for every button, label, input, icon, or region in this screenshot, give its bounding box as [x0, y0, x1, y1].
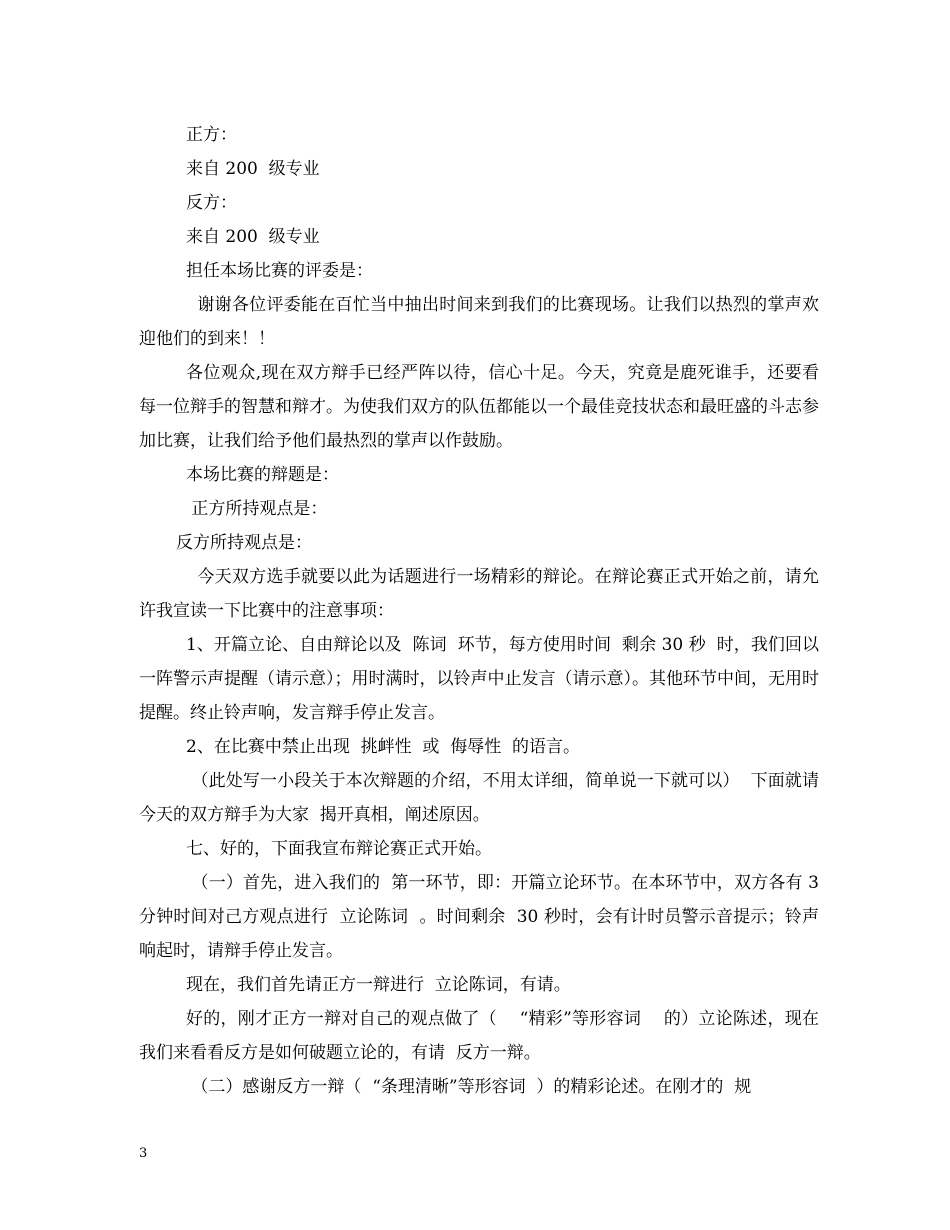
paragraph-negative-first: 好的，刚才正方一辩对自己的观点做了（ “精彩”等形容词 的）立论陈述，现在我们来看看反方是如何破题立论的，有请 反方一辩。: [139, 1009, 819, 1063]
paragraph-section-2: （二）感谢反方一辩（ “条理清晰”等形容词 ）的精彩论述。在刚才的 规: [186, 1077, 752, 1097]
paragraph-affirmative-origin: 来自 200 级专业: [186, 159, 320, 179]
paragraph-negative-label: 反方：: [186, 193, 237, 213]
paragraph-topic-intro: （此处写一小段关于本次辩题的介绍，不用太详细，简单说一下就可以） 下面就请今天的双方辩手为大家 揭开真相，阐述原因。: [139, 771, 819, 825]
paragraph-affirmative-first: 现在，我们首先请正方一辩进行 立论陈词，有请。: [186, 975, 571, 995]
paragraph-section-1: （一）首先，进入我们的 第一环节，即：开篇立论环节。在本环节中，双方各有 3 分钟时间对己方观点进行 立论陈词 。时间剩余 30 秒时，会有计时员警示音提示；铃声响起时，请辩手停止发言。: [139, 873, 825, 961]
paragraph-affirmative-label: 正方：: [186, 125, 237, 145]
paragraph-topic: 本场比赛的辩题是：: [186, 465, 339, 485]
paragraph-rules-intro: 今天双方选手就要以此为话题进行一场精彩的辩论。在辩论赛正式开始之前，请允许我宣读一下比赛中的注意事项：: [139, 567, 819, 621]
paragraph-rule-1: 1、开篇立论、自由辩论以及 陈词 环节，每方使用时间 剩余 30 秒 时，我们回以一阵警示声提醒（请示意）；用时满时，以铃声中止发言（请示意）。其他环节中间，无用时提醒。终止铃声响，发言辩手停止发言。: [139, 635, 819, 723]
paragraph-judges: 担任本场比赛的评委是：: [186, 261, 373, 281]
paragraph-negative-view: 反方所持观点是：: [176, 533, 312, 553]
paragraph-start: 七、好的，下面我宣布辩论赛正式开始。: [186, 839, 492, 859]
paragraph-audience: 各位观众,现在双方辩手已经严阵以待，信心十足。今天，究竟是鹿死谁手，还要看每一位辩手的智慧和辩才。为使我们双方的队伍都能以一个最佳竞技状态和最旺盛的斗志参加比赛，让我们给予他们最热烈的掌声以作鼓励。: [139, 363, 819, 451]
paragraph-negative-origin: 来自 200 级专业: [186, 227, 320, 247]
paragraph-thanks-judges: 谢谢各位评委能在百忙当中抽出时间来到我们的比赛现场。让我们以热烈的掌声欢迎他们的到来！！: [139, 295, 819, 349]
page-number: 3: [139, 1146, 148, 1161]
paragraph-rule-2: 2、在比赛中禁止出现 挑衅性 或 侮辱性 的语言。: [186, 737, 581, 757]
paragraph-affirmative-view: 正方所持观点是：: [186, 499, 328, 519]
document-body: [139, 118, 825, 1104]
